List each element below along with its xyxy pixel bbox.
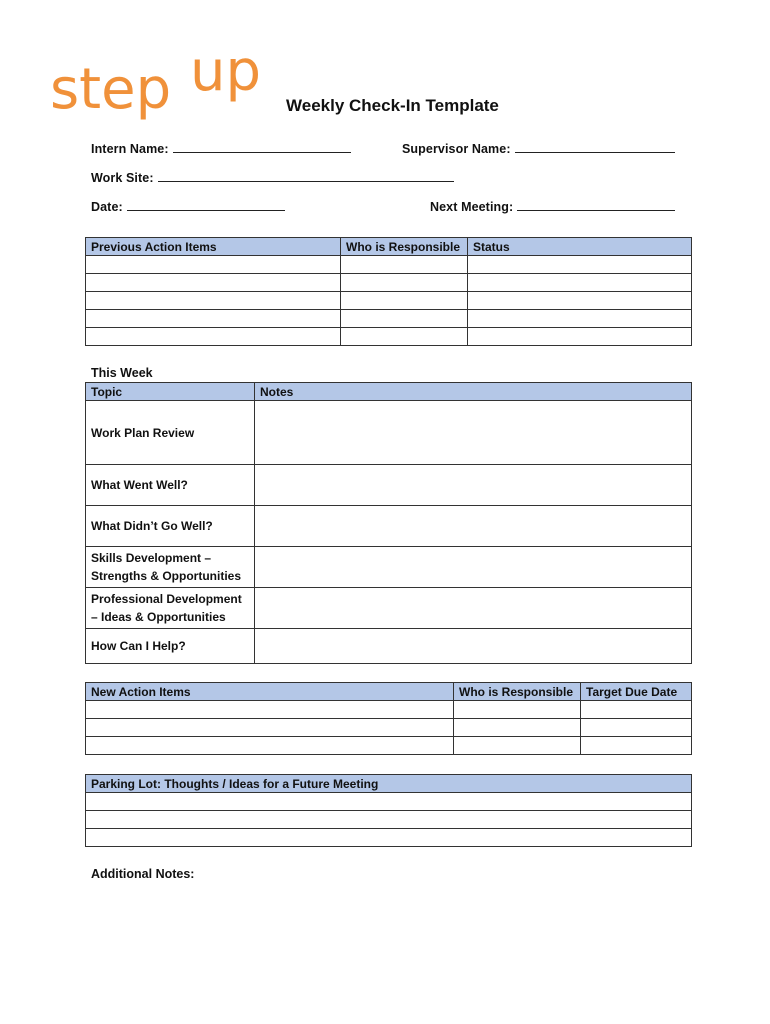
page-title: Weekly Check-In Template <box>286 96 499 115</box>
previous-action-items-header: Previous Action Items <box>86 238 341 256</box>
table-cell[interactable] <box>341 274 468 292</box>
svg-text:up: up <box>190 50 262 104</box>
work-site-field[interactable] <box>91 170 454 185</box>
notes-cell[interactable] <box>255 465 692 506</box>
table-cell[interactable] <box>86 274 341 292</box>
new-actions-table <box>85 682 692 755</box>
notes-cell[interactable] <box>255 629 692 664</box>
table-row <box>86 829 692 847</box>
table-row <box>86 737 692 755</box>
this-week-label: This Week <box>91 366 153 380</box>
table-cell[interactable] <box>468 310 692 328</box>
table-cell[interactable] <box>86 701 454 719</box>
supervisor-name-field[interactable] <box>402 141 675 156</box>
status-header: Status <box>468 238 692 256</box>
previous-actions-table <box>85 237 692 346</box>
table-row <box>86 629 692 664</box>
table-cell[interactable] <box>86 793 692 811</box>
work-site-line[interactable] <box>158 170 454 182</box>
this-week-table <box>85 382 692 664</box>
intern-name-field[interactable] <box>91 141 351 156</box>
topic-cell: Work Plan Review <box>86 401 255 465</box>
table-row <box>86 256 692 274</box>
notes-header: Notes <box>255 383 692 401</box>
table-cell[interactable] <box>468 292 692 310</box>
table-row <box>86 793 692 811</box>
intern-name-label: Intern Name: <box>91 142 169 156</box>
new-action-items-header: New Action Items <box>86 683 454 701</box>
supervisor-name-label: Supervisor Name: <box>402 142 511 156</box>
who-responsible-header: Who is Responsible <box>341 238 468 256</box>
topic-cell: Professional Development – Ideas & Opportunities <box>86 588 255 629</box>
table-row <box>86 547 692 588</box>
parking-lot-header: Parking Lot: Thoughts / Ideas for a Future Meeting <box>86 775 692 793</box>
table-row <box>86 310 692 328</box>
date-field[interactable] <box>91 199 285 214</box>
intern-name-line[interactable] <box>173 141 351 153</box>
table-cell[interactable] <box>341 328 468 346</box>
notes-cell[interactable] <box>255 401 692 465</box>
table-cell[interactable] <box>86 256 341 274</box>
table-cell[interactable] <box>581 737 692 755</box>
table-row <box>86 465 692 506</box>
table-cell[interactable] <box>86 310 341 328</box>
table-cell[interactable] <box>454 719 581 737</box>
table-cell[interactable] <box>86 811 692 829</box>
notes-cell[interactable] <box>255 506 692 547</box>
table-cell[interactable] <box>454 737 581 755</box>
table-row <box>86 506 692 547</box>
table-row <box>86 719 692 737</box>
table-cell[interactable] <box>341 256 468 274</box>
next-meeting-field[interactable] <box>430 199 675 214</box>
table-row <box>86 701 692 719</box>
table-cell[interactable] <box>86 737 454 755</box>
supervisor-name-line[interactable] <box>515 141 675 153</box>
table-row <box>86 588 692 629</box>
stepup-logo <box>50 50 290 132</box>
topic-header: Topic <box>86 383 255 401</box>
table-row <box>86 401 692 465</box>
topic-cell: Skills Development – Strengths & Opportunities <box>86 547 255 588</box>
table-cell[interactable] <box>86 292 341 310</box>
table-cell[interactable] <box>86 328 341 346</box>
table-cell[interactable] <box>341 292 468 310</box>
date-label: Date: <box>91 200 123 214</box>
notes-cell[interactable] <box>255 547 692 588</box>
table-cell[interactable] <box>86 829 692 847</box>
work-site-label: Work Site: <box>91 171 154 185</box>
topic-cell: How Can I Help? <box>86 629 255 664</box>
topic-cell: What Didn’t Go Well? <box>86 506 255 547</box>
svg-text:step: step <box>50 57 172 122</box>
notes-cell[interactable] <box>255 588 692 629</box>
table-cell[interactable] <box>581 701 692 719</box>
table-cell[interactable] <box>581 719 692 737</box>
table-cell[interactable] <box>341 310 468 328</box>
who-responsible-header: Who is Responsible <box>454 683 581 701</box>
table-cell[interactable] <box>468 274 692 292</box>
table-cell[interactable] <box>468 328 692 346</box>
table-row <box>86 292 692 310</box>
parking-lot-table <box>85 774 692 847</box>
table-row <box>86 274 692 292</box>
next-meeting-line[interactable] <box>517 199 675 211</box>
next-meeting-label: Next Meeting: <box>430 200 514 214</box>
table-cell[interactable] <box>86 719 454 737</box>
table-cell[interactable] <box>468 256 692 274</box>
table-row <box>86 328 692 346</box>
table-row <box>86 811 692 829</box>
table-cell[interactable] <box>454 701 581 719</box>
topic-cell: What Went Well? <box>86 465 255 506</box>
additional-notes-label: Additional Notes: <box>91 867 195 881</box>
target-due-date-header: Target Due Date <box>581 683 692 701</box>
date-line[interactable] <box>127 199 285 211</box>
